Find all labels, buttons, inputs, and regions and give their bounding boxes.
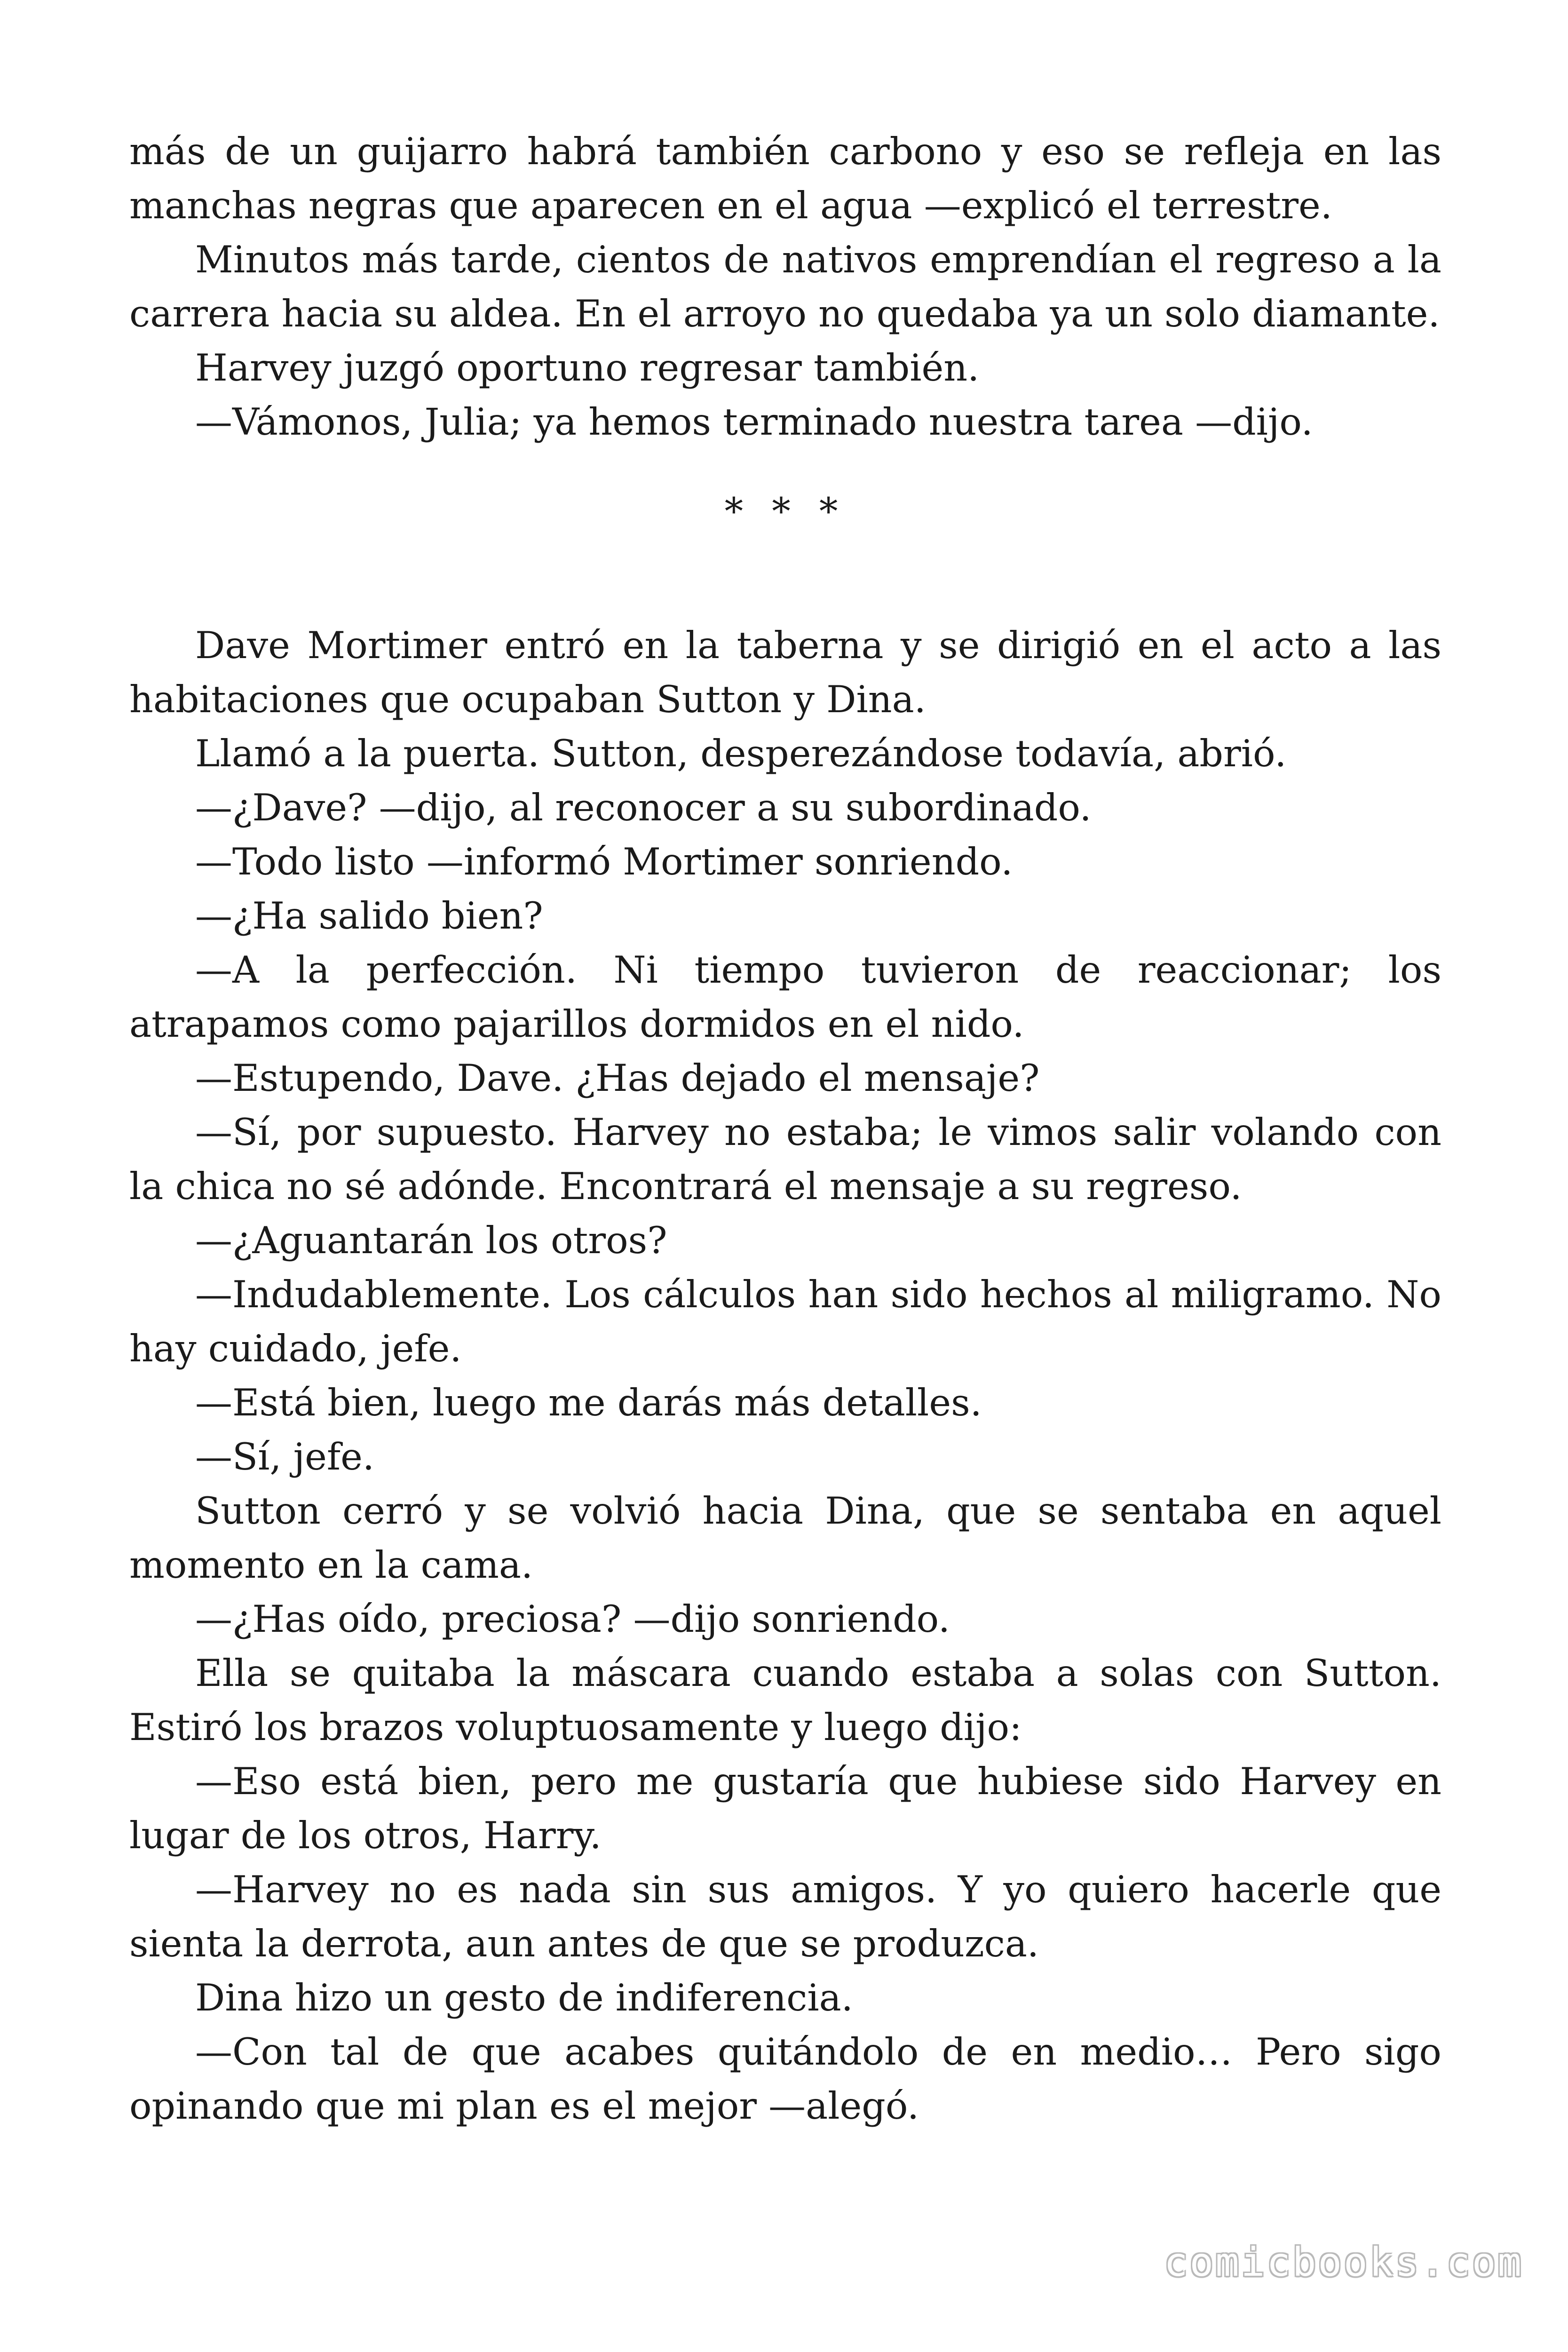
paragraph: —¿Has oído, preciosa? —dijo sonriendo. [195,1597,950,1641]
paragraph: —Con tal de que acabes quitándolo de en medio… Pero sigo opinando que mi plan es el mejor —alegó. [129,2030,1441,2128]
paragraph: —¿Ha salido bien? [195,894,543,938]
paragraph: Sutton cerró y se volvió hacia Dina, que se sentaba en aquel momento en la cama. [129,1489,1441,1587]
paragraph: —Vámonos, Julia; ya hemos terminado nuestra tarea —dijo. [195,400,1313,444]
paragraph: —Harvey no es nada sin sus amigos. Y yo quiero hacerle que sienta la derrota, aun antes de que se produzca. [129,1868,1441,1965]
paragraph: —Sí, por supuesto. Harvey no estaba; le vimos salir volando con la chica no sé adónde. Encontrará el mensaje a su regreso. [129,1111,1441,1208]
paragraph: —Indudablemente. Los cálculos han sido hechos al miligramo. No hay cuidado, jefe. [129,1273,1441,1370]
paragraph-continued: más de un guijarro habrá también carbono y eso se refleja en las manchas negras que aparecen en el agua —explicó el terrestre. [129,130,1441,227]
paragraph: —Todo listo —informó Mortimer sonriendo. [195,840,1013,883]
paragraph: —A la perfección. Ni tiempo tuvieron de reaccionar; los atrapamos como pajarillos dormidos en el nido. [129,948,1441,1046]
paragraph: —Sí, jefe. [195,1435,374,1478]
scene-break: * * * [724,490,847,533]
paragraph: Minutos más tarde, cientos de nativos emprendían el regreso a la carrera hacia su aldea. En el arroyo no quedaba ya un solo diamante. [129,238,1441,335]
paragraph: —¿Aguantarán los otros? [195,1219,667,1262]
paragraph: —¿Dave? —dijo, al reconocer a su subordinado. [195,786,1092,829]
paragraph: —Eso está bien, pero me gustaría que hubiese sido Harvey en lugar de los otros, Harry. [129,1760,1441,1857]
paragraph: Llamó a la puerta. Sutton, desperezándose todavía, abrió. [195,732,1287,775]
paragraph: —Estupendo, Dave. ¿Has dejado el mensaje? [195,1057,1040,1100]
paragraph: Harvey juzgó oportuno regresar también. [195,346,980,389]
book-page [129,125,1441,2133]
paragraph: Dave Mortimer entró en la taberna y se dirigió en el acto a las habitaciones que ocupaban Sutton y Dina. [129,624,1441,721]
paragraph: Dina hizo un gesto de indiferencia. [195,1976,853,2019]
paragraph: —Está bien, luego me darás más detalles. [195,1381,982,1424]
paragraph: Ella se quitaba la máscara cuando estaba a solas con Sutton. Estiró los brazos voluptuosamente y luego dijo: [129,1652,1441,1749]
watermark-logo: comicbooks.com [1164,2239,1523,2285]
section-body [129,619,1441,2133]
